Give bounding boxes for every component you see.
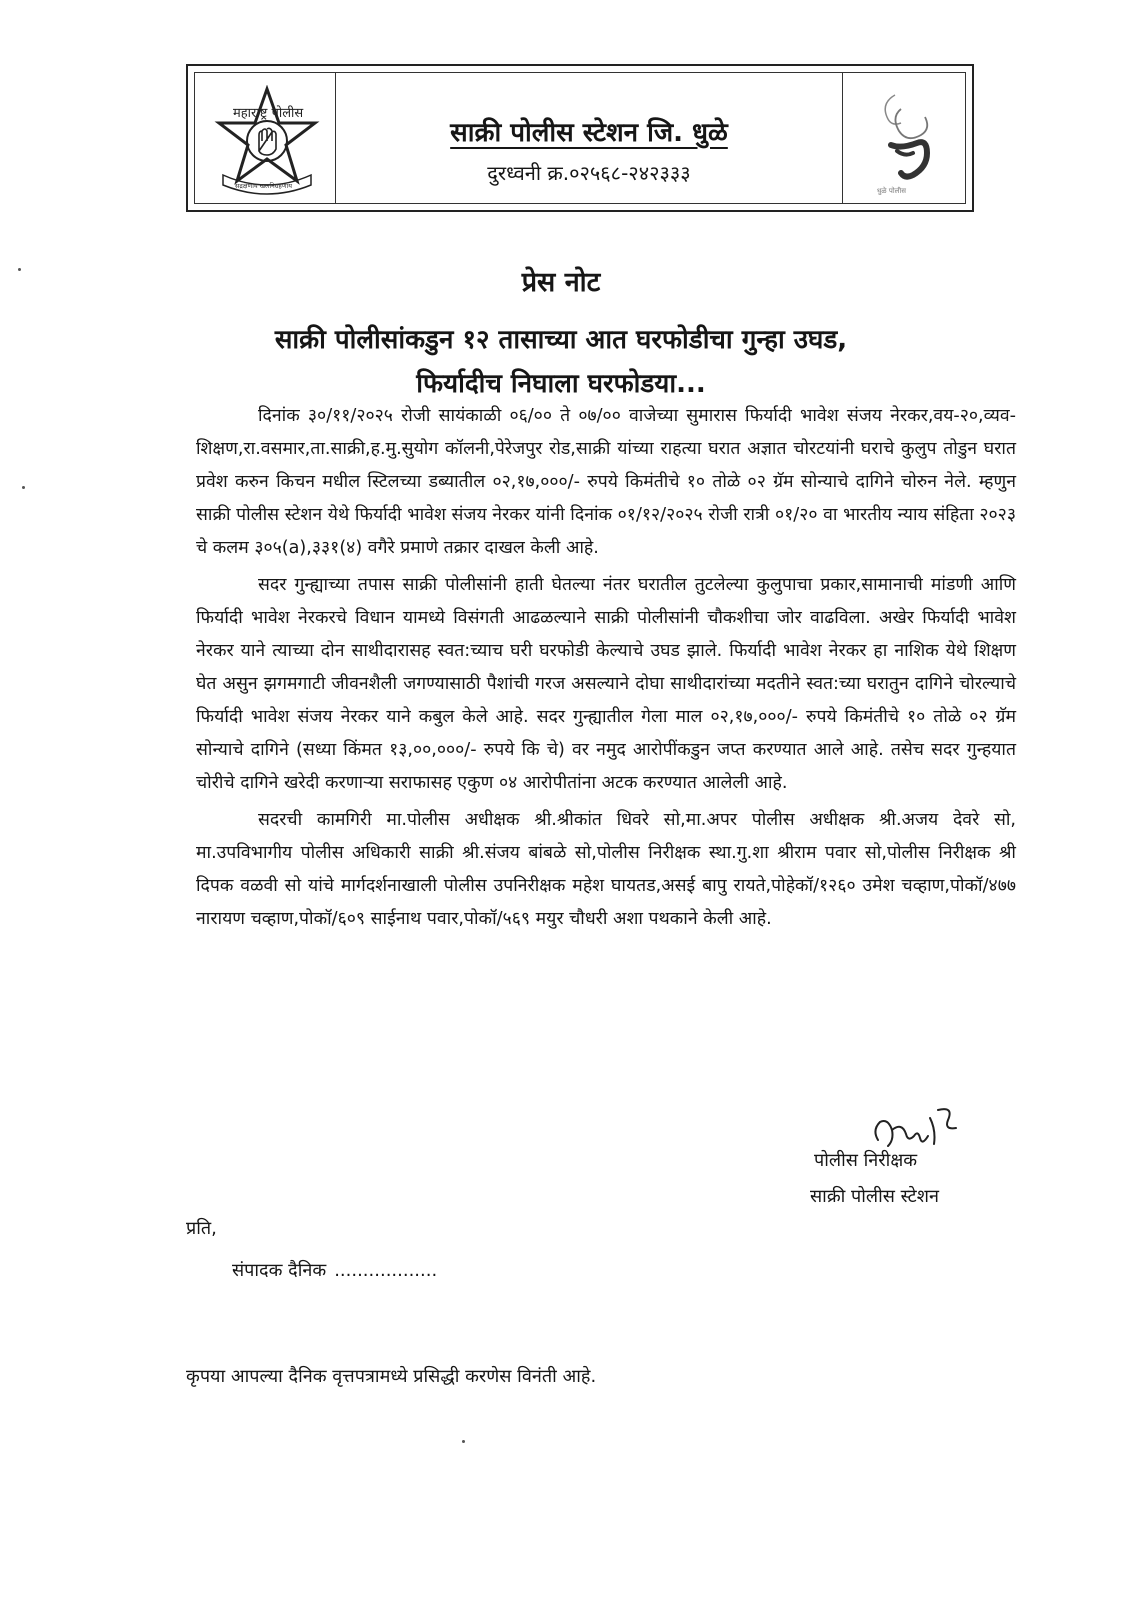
logo-caption: धुळे पोलीस [877,187,906,195]
editor-line [232,1258,437,1282]
press-note-body [196,400,1016,940]
headline-line-2: फिर्यादीच निघाला घरफोडया... [416,369,706,399]
letterhead-left-cell [195,73,336,203]
emblem-bottom-text: सद्रक्षणाय खलनिग्रहणाय [235,182,293,190]
letterhead [186,64,974,212]
body-paragraph-2: सदर गुन्ह्याच्या तपास साक्री पोलीसांनी हाती घेतल्या नंतर घरातील तुटलेल्या कुलुपाचा प्रकार,सामानाची मांडणी आणि फिर्यादी भावेश नेरकरचे विधान यामध्ये विसंगती आढळल्याने साक्री पोलीसांनी चौकशीचा जोर वाढविला. अखेर फिर्यादी भावेश नेरकर याने त्याच्या दोन साथीदारासह स्वत:च्याच घरी घरफोडी केल्याचे उघड झाले. फिर्यादी भावेश नेरकर हा नाशिक येथे शिक्षण घेत असुन झगमगाटी जीवनशैली जगण्यासाठी पैशांची गरज असल्याने दोघा साथीदारांच्या मदतीने स्वत:च्या घरातुन दागिने चोरल्याचे फिर्यादी भावेश संजय नेरकर याने कबुल केले आहे. सदर गुन्ह्यातील गेला माल ०२,१७,०००/- रुपये किमंतीचे १० तोळे ०२ ग्रॅम सोन्याचे दागिने (सध्या किंमत १३,००,०००/- रुपये कि चे) वर नमुद आरोपींकडुन जप्त करण्यात आले आहे. तसेच सदर गुन्हयात चोरीचे दागिने खरेदी करणाऱ्या सराफासह एकुण ०४ आरोपीतांना अटक करण्यात आलेली आहे. [196,575,1016,793]
letterhead-right-cell [842,73,965,203]
scan-speck [462,1440,465,1443]
body-paragraph-3: सदरची कामगिरी मा.पोलीस अधीक्षक श्री.श्रीकांत धिवरे सो,मा.अपर पोलीस अधीक्षक श्री.अजय देवरे सो, मा.उपविभागीय पोलीस अधिकारी साक्री श्री.संजय बांबळे सो,पोलीस निरीक्षक स्था.गु.शा श्रीराम पवार सो,पोलीस निरीक्षक श्री दिपक वळवी सो यांचे मार्गदर्शनाखाली पोलीस उपनिरीक्षक महेश घायतड,असई बापु रायते,पोहेकॉ/१२६० उमेश चव्हाण,पोकॉ/४७७ नारायण चव्हाण,पोकॉ/६०९ साईनाथ पवार,पोकॉ/५६९ मयुर चौधरी अशा पथकाने केली आहे. [196,810,1016,929]
dhule-police-logo-icon [861,87,949,197]
signatory-station: साक्री पोलीस स्टेशन [810,1186,939,1207]
letterhead-inner-frame [194,72,966,204]
emblem-top-text: महाराष्ट्र पोलीस [233,106,304,121]
press-note-title: प्रेस नोट [521,267,601,298]
signatory-designation: पोलीस निरीक्षक [814,1150,918,1171]
station-phone: दुरध्वनी क्र.०२५६८-२४२३३३ [487,161,691,185]
station-name: साक्री पोलीस स्टेशन जि. धुळे [450,118,728,148]
editor-dots: .................. [334,1260,438,1281]
letterhead-center [335,73,843,203]
editor-label: संपादक दैनिक [232,1260,327,1281]
headline-line-1: साक्री पोलीसांकडुन १२ तासाच्या आत घरफोडीचा गुन्हा उघड, [274,325,848,355]
publication-request: कृपया आपल्या दैनिक वृत्तपत्रामध्ये प्रसिद्धी करणेस विनंती आहे. [186,1366,597,1387]
scan-speck [18,268,21,271]
scan-speck [22,486,25,489]
maharashtra-police-emblem-icon [211,85,323,197]
body-paragraph-1: दिनांक ३०/११/२०२५ रोजी सायंकाळी ०६/०० ते ०७/०० वाजेच्या सुमारास फिर्यादी भावेश संजय नेरकर,वय-२०,व्यव-शिक्षण,रा.वसमार,ता.साक्री,ह.मु.सुयोग कॉलनी,पेरेजपुर रोड,साक्री यांच्या राहत्या घरात अज्ञात चोरटयांनी घराचे कुलुप तोडुन घरात प्रवेश करुन किचन मधील स्टिलच्या डब्यातील ०२,१७,०००/- रुपये किमंतीचे १० तोळे ०२ ग्रॅम सोन्याचे दागिने चोरुन नेले. म्हणुन साक्री पोलीस स्टेशन येथे फिर्यादी भावेश संजय नेरकर यांनी दिनांक ०१/१२/२०२५ रोजी रात्री ०१/२० वा भारतीय न्याय संहिता २०२३ चे कलम ३०५(a),३३१(४) वगैरे प्रमाणे तक्रार दाखल केली आहे. [196,406,1016,558]
to-label: प्रति, [186,1218,217,1239]
